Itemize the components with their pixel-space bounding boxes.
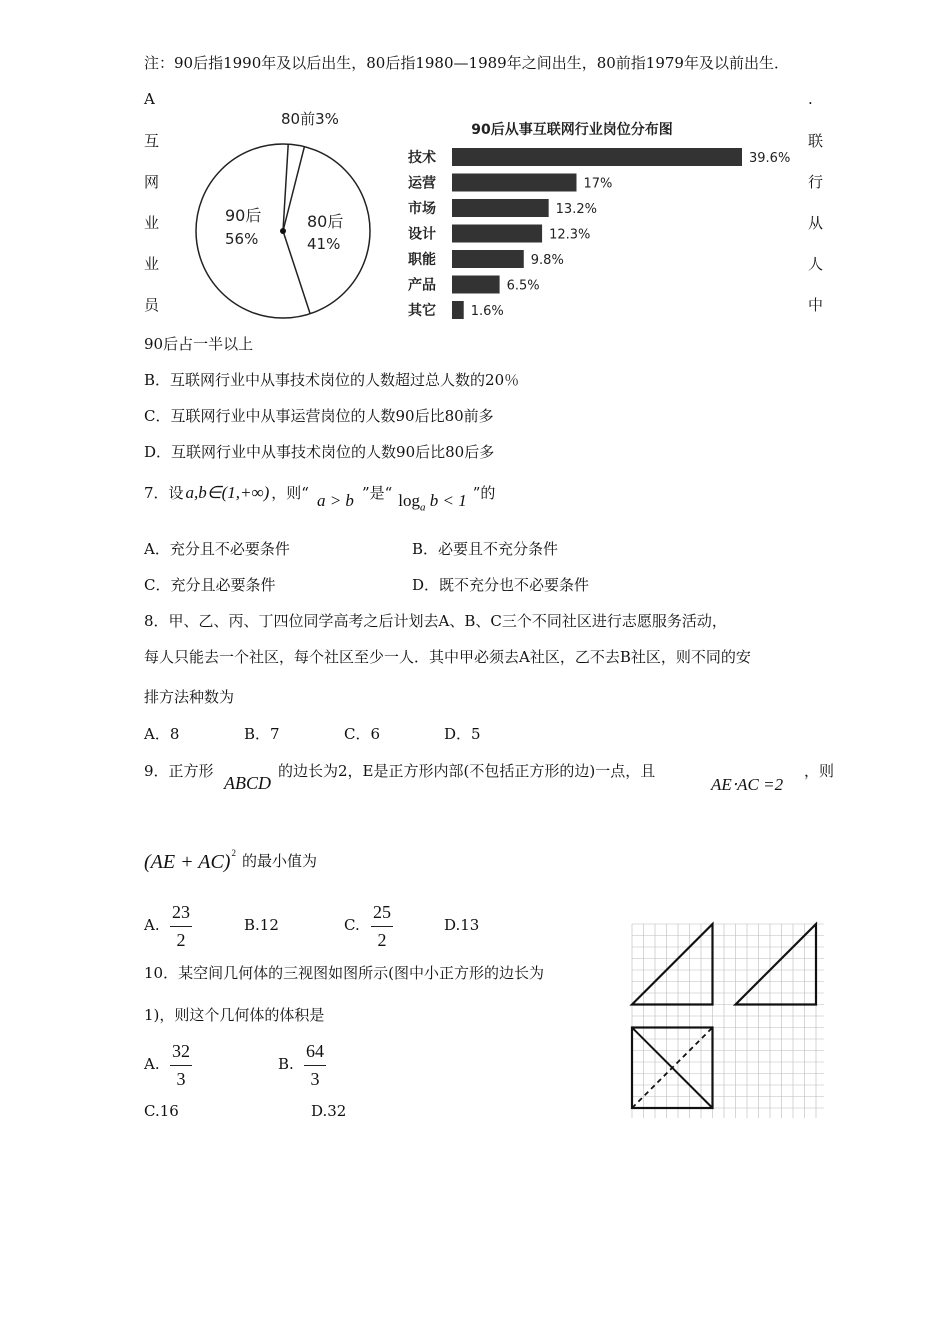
q8-line3: 排方法种数为	[144, 688, 235, 706]
vchar: 员	[144, 296, 160, 314]
side-view-triangle	[736, 924, 817, 1005]
q7-mid2: ”是“	[361, 484, 393, 502]
vchar: 网	[144, 173, 160, 191]
q9-optD: D.13	[444, 916, 480, 934]
bar	[452, 250, 524, 268]
q6-optB: B．互联网行业中从事技术岗位的人数超过总人数的20％	[144, 371, 520, 389]
vchar: 中	[808, 296, 824, 314]
q10-optA-fraction	[170, 1041, 192, 1090]
bar	[452, 225, 542, 243]
bar-value-label: 39.6%	[749, 151, 791, 166]
pie-label-80hou: 80后	[307, 212, 344, 231]
vchar: 行	[808, 173, 824, 191]
q7-optC: C．充分且必要条件	[144, 576, 276, 594]
vchar: 人	[808, 255, 824, 273]
bar-category-label: 职能	[408, 252, 436, 268]
bar-value-label: 13.2%	[555, 202, 597, 217]
vchar: 互	[144, 132, 160, 150]
q10-optC: C.16	[144, 1102, 179, 1120]
numerator: 23	[172, 902, 190, 922]
bar-category-label: 市场	[408, 201, 436, 217]
q6-optC: C．互联网行业中从事运营岗位的人数90后比80前多	[144, 407, 494, 425]
pie-chart	[190, 100, 380, 330]
bar-category-label: 技术	[408, 150, 436, 166]
vchar: 业	[144, 255, 160, 273]
q9-expr-line	[144, 848, 317, 873]
vchar: 从	[808, 214, 824, 232]
q7-log-rest: b < 1	[425, 491, 467, 510]
q6-optA-tail: 90后占一半以上	[144, 335, 254, 353]
q9-prefix: 9．正方形	[144, 762, 214, 780]
q7-optB: B．必要且不充分条件	[412, 540, 559, 558]
q8-line1: 8．甲、乙、丙、丁四位同学高考之后计划去A、B、C三个不同社区进行志愿服务活动，	[144, 612, 727, 630]
q7-log-base: a	[420, 501, 426, 514]
pie-value-90hou: 56%	[225, 230, 259, 248]
bar-category-label: 其它	[408, 303, 436, 319]
q10-optD: D.32	[311, 1102, 347, 1120]
q7-suffix: ”的	[472, 484, 496, 502]
bar	[452, 199, 549, 217]
q6-optA-letter: A	[144, 90, 155, 108]
bar-category-label: 产品	[408, 277, 436, 294]
q9-exp: 2	[231, 848, 236, 858]
q8-optA: A．8	[144, 725, 180, 743]
q9-optC-letter: C.	[344, 916, 360, 934]
q7-set: a,b∈(1,+∞)	[185, 483, 270, 502]
pie-label-80qian: 80前3%	[281, 110, 339, 128]
denominator: 3	[176, 1069, 186, 1089]
bar-category-label: 运营	[408, 175, 436, 192]
vchar: 联	[808, 132, 824, 150]
denominator: 3	[310, 1069, 320, 1089]
bar-value-label: 6.5%	[506, 278, 540, 294]
note-text: 注：90后指1990年及以后出生，80后指1980—1989年之间出生，80前指1979年及以前出生．	[144, 54, 789, 72]
three-view-diagram	[624, 918, 824, 1118]
bar-category-label: 设计	[408, 226, 436, 243]
q9-abcd: ABCD	[224, 773, 271, 793]
q7-prefix: 7．设	[144, 484, 184, 502]
q6-optA-period: .	[808, 90, 813, 108]
q9-mid: 的边长为2，E是正方形内部(不包括正方形的边)一点，且	[278, 762, 656, 780]
bar	[452, 301, 464, 319]
numerator: 25	[373, 902, 391, 922]
bar	[452, 148, 742, 166]
q9-optA-letter: A.	[144, 916, 160, 934]
q10-line1: 10．某空间几何体的三视图如图所示(图中小正方形的边长为	[144, 964, 544, 982]
q9-optB: B.12	[244, 916, 279, 934]
vchar: 业	[144, 214, 160, 232]
q10-line2: 1)，则这个几何体的体积是	[144, 1006, 325, 1024]
q9-suffix: ，则	[804, 762, 835, 780]
q8-line2: 每人只能去一个社区，每个社区至少一人．其中甲必须去A社区，乙不去B社区，则不同的安	[144, 648, 751, 666]
q7-mid: ，则“	[271, 484, 309, 502]
q6-optD: D．互联网行业中从事技术岗位的人数90后比80后多	[144, 443, 495, 461]
q7-optA: A．充分且不必要条件	[144, 540, 290, 558]
denominator: 2	[176, 930, 186, 950]
bar-chart-title: 90后从事互联网行业岗位分布图	[471, 122, 673, 138]
pie-center-dot	[280, 228, 286, 234]
bar-value-label: 1.6%	[470, 304, 504, 319]
bar	[452, 174, 576, 192]
denominator: 2	[377, 930, 387, 950]
q7-optD: D．既不充分也不必要条件	[412, 576, 590, 594]
q10-optA-letter: A.	[144, 1055, 160, 1073]
q9-optC-fraction	[371, 902, 393, 951]
q7-cond1: a > b	[316, 491, 354, 510]
bar-value-label: 17%	[583, 176, 613, 192]
numerator: 32	[172, 1041, 190, 1061]
q8-optD: D．5	[444, 725, 481, 743]
bar-value-label: 12.3%	[549, 227, 591, 243]
numerator: 64	[306, 1041, 324, 1061]
q7-stem	[144, 483, 496, 514]
q10-optB-letter: B.	[278, 1055, 294, 1073]
bar-chart	[400, 112, 800, 327]
q9-cond: AE⋅AC =2	[711, 775, 784, 794]
pie-value-80hou: 41%	[307, 235, 341, 253]
q9-tail: 的最小值为	[241, 852, 317, 870]
pie-label-90hou: 90后	[225, 206, 262, 225]
q7-log: log	[398, 491, 421, 510]
front-view-triangle	[632, 924, 713, 1005]
q9-optA-fraction	[170, 902, 192, 951]
q8-optC: C．6	[344, 725, 381, 743]
bar-value-label: 9.8%	[530, 253, 564, 268]
bar	[452, 276, 500, 294]
q7-cond2	[398, 492, 466, 513]
q8-optB: B．7	[244, 725, 280, 743]
q9-expr: (AE + AC)	[144, 851, 231, 873]
q10-optB-fraction	[304, 1041, 326, 1090]
